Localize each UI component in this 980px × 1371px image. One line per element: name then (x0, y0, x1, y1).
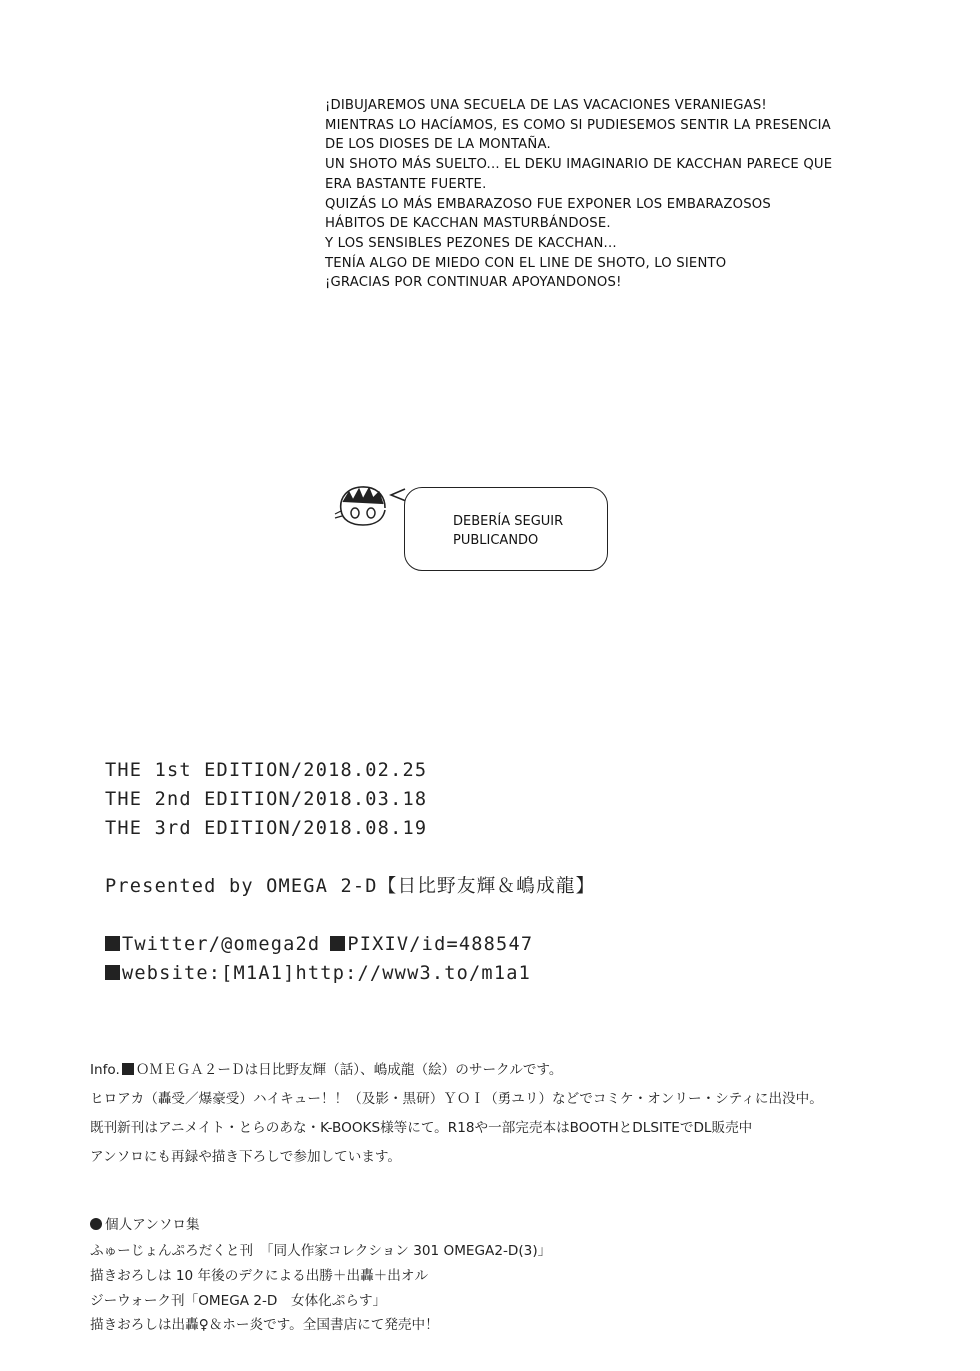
afterword-line: UN SHOTO MÁS SUELTO... EL DEKU IMAGINARIO DE KACCHAN PARECE QUE (325, 157, 833, 173)
info-text: ＯＭＥＧＡ２ーＤは日比野友輝（話）、嶋成龍（絵）のサークルです。 (135, 1062, 563, 1078)
anthology-heading (90, 1213, 200, 1233)
black-square-icon (105, 936, 120, 951)
black-square-icon (330, 936, 345, 951)
afterword-line: ¡GRACIAS POR CONTINUAR APOYANDONOS! (325, 275, 622, 291)
afterword-line: QUIZÁS LO MÁS EMBARAZOSO FUE EXPONER LOS EMBARAZOSOS (325, 196, 771, 212)
pixiv-id: PIXIV/id=488547 (347, 934, 534, 955)
afterword-line: TENÍA ALGO DE MIEDO CON EL LINE DE SHOTO, LO SIENTO (325, 255, 727, 271)
afterword-line: MIENTRAS LO HACÍAMOS, ES COMO SI PUDIESEMOS SENTIR LA PRESENCIA (325, 117, 831, 133)
presented-by: Presented by OMEGA 2-D【日比野友輝＆嶋成龍】 (105, 876, 596, 897)
info-prefix: Info. (90, 1062, 120, 1078)
anthology-title: 個人アンソロ集 (105, 1217, 200, 1233)
afterword-line: ¡DIBUJAREMOS UNA SECUELA DE LAS VACACIONES VERANIEGAS! (325, 98, 767, 113)
anthology-row: ふゅーじょんぷろだくと刊 「同人作家コレクション 301 OMEGA2-D(3)」 (90, 1243, 552, 1259)
afterword-line: Y LOS SENSIBLES PEZONES DE KACCHAN... (325, 235, 617, 251)
edition-date: THE 1st EDITION/2018.02.25 (105, 760, 428, 781)
website-url: website:[M1A1]http://www3.to/m1a1 (122, 963, 532, 984)
speech-bubble-line: PUBLICANDO (453, 533, 539, 548)
chibi-face-icon (333, 480, 393, 528)
anthology-row: 描きおろしは出轟♀＆ホー炎です。全国書店にて発売中！ (90, 1317, 439, 1333)
afterword-line: DE LOS DIOSES DE LA MONTAÑA. (325, 137, 551, 153)
anthology-row: ジーウォーク刊「OMEGA 2-D 女体化ぷらす」 (90, 1293, 387, 1309)
speech-bubble (404, 487, 608, 571)
afterword-line: ERA BASTANTE FUERTE. (325, 176, 487, 192)
social-links (105, 930, 533, 959)
edition-date: THE 3rd EDITION/2018.08.19 (105, 818, 428, 839)
afterword-text (325, 96, 885, 293)
twitter-handle: Twitter/@omega2d (122, 934, 321, 955)
info-row: ヒロアカ（轟受／爆豪受）ハイキュー！！（及影・黒研）ＹＯＩ（勇ユリ）などでコミケ・オンリー・シティに出没中。 (90, 1091, 823, 1107)
info-row: アンソロにも再録や描き下ろしで参加しています。 (90, 1149, 402, 1165)
website-link-row (105, 959, 531, 988)
bullet-icon (90, 1218, 102, 1230)
anthology-row: 描きおろしは 10 年後のデクによる出勝＋出轟＋出オル (90, 1268, 429, 1284)
black-square-icon (122, 1063, 134, 1075)
speech-bubble-line: DEBERÍA SEGUIR (453, 514, 564, 529)
info-row (90, 1058, 563, 1078)
edition-date: THE 2nd EDITION/2018.03.18 (105, 789, 428, 810)
black-square-icon (105, 965, 120, 980)
info-row: 既刊新刊はアニメイト・とらのあな・K-BOOKS様等にて。R18や一部完売本はBOOTHとDLSITEでDL販売中 (90, 1120, 753, 1136)
afterword-line: HÁBITOS DE KACCHAN MASTURBÁNDOSE. (325, 216, 611, 232)
